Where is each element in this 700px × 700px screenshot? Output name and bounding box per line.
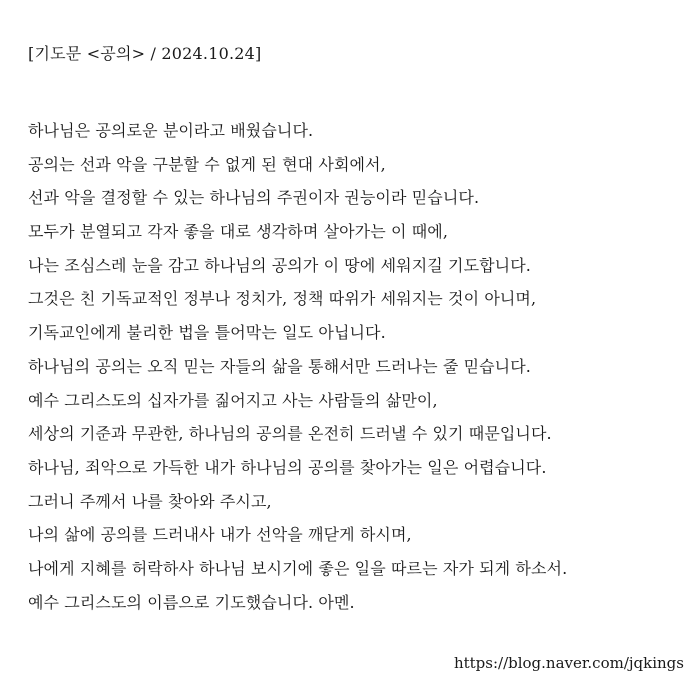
prayer-line: 공의는 선과 악을 구분할 수 없게 된 현대 사회에서, bbox=[28, 154, 386, 174]
prayer-line: 예수 그리스도의 십자가를 짊어지고 사는 사람들의 삶만이, bbox=[28, 390, 438, 410]
prayer-line: 세상의 기준과 무관한, 하나님의 공의를 온전히 드러낼 수 있기 때문입니다. bbox=[28, 424, 552, 444]
prayer-line: 선과 악을 결정할 수 있는 하나님의 주권이자 권능이라 믿습니다. bbox=[28, 188, 480, 208]
prayer-line: 하나님의 공의는 오직 믿는 자들의 삶을 통해서만 드러나는 줄 믿습니다. bbox=[28, 356, 531, 376]
prayer-body bbox=[28, 114, 678, 619]
prayer-title: [기도문 <공의> / 2024.10.24] bbox=[28, 44, 262, 63]
blog-url: https://blog.naver.com/jqkings bbox=[453, 654, 684, 672]
prayer-line: 예수 그리스도의 이름으로 기도했습니다. 아멘. bbox=[28, 592, 355, 612]
prayer-line: 기독교인에게 불리한 법을 틀어막는 일도 아닙니다. bbox=[28, 323, 386, 343]
prayer-line: 하나님은 공의로운 분이라고 배웠습니다. bbox=[28, 121, 314, 140]
prayer-line: 나의 삶에 공의를 드러내사 내가 선악을 깨닫게 하시며, bbox=[28, 525, 412, 545]
prayer-line: 모두가 분열되고 각자 좋을 대로 생각하며 살아가는 이 때에, bbox=[28, 222, 449, 242]
prayer-line: 그러니 주께서 나를 찾아와 주시고, bbox=[28, 491, 272, 511]
prayer-line: 나에게 지혜를 허락하사 하나님 보시기에 좋은 일을 따르는 자가 되게 하소서. bbox=[28, 558, 568, 578]
prayer-line: 나는 조심스레 눈을 감고 하나님의 공의가 이 땅에 세워지길 기도합니다. bbox=[28, 255, 531, 275]
prayer-line: 하나님, 죄악으로 가득한 내가 하나님의 공의를 찾아가는 일은 어렵습니다. bbox=[28, 457, 547, 477]
prayer-line: 그것은 친 기독교적인 정부나 정치가, 정책 따위가 세워지는 것이 아니며, bbox=[28, 289, 537, 309]
